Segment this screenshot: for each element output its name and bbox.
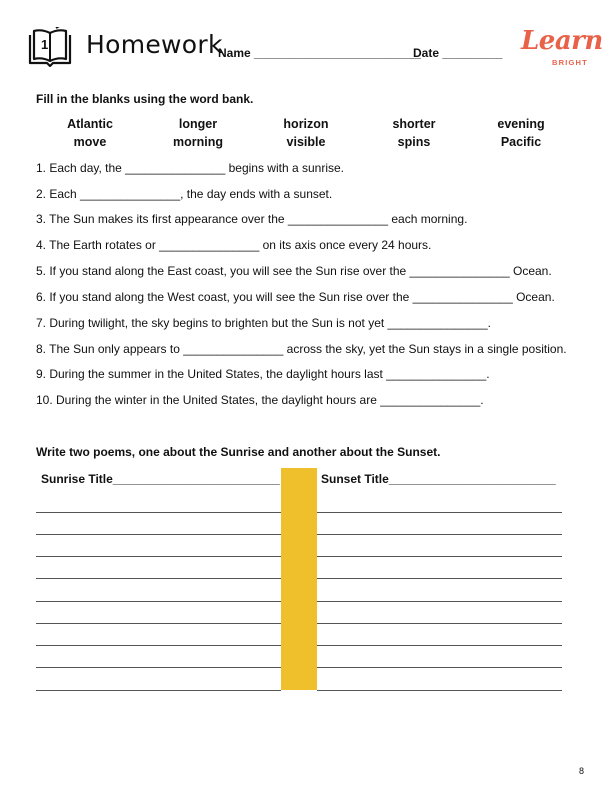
section2-instruction: Write two poems, one about the Sunrise and another about the Sunset. <box>36 445 441 459</box>
question-10: 10. During the winter in the United States, the daylight hours are _______________. <box>36 393 484 407</box>
question-4: 4. The Earth rotates or _______________ on its axis once every 24 hours. <box>36 238 432 252</box>
sunset-writing-line[interactable] <box>317 623 562 624</box>
sunrise-writing-line[interactable] <box>36 601 281 602</box>
section1-instruction: Fill in the blanks using the word bank. <box>36 92 254 106</box>
sunset-writing-line[interactable] <box>317 601 562 602</box>
sunrise-writing-line[interactable] <box>36 534 281 535</box>
svg-text:1: 1 <box>41 37 49 52</box>
word-bank-word: horizon <box>283 117 329 131</box>
question-5: 5. If you stand along the East coast, you will see the Sun rise over the _______________ Ocean. <box>36 264 552 278</box>
sunset-writing-line[interactable] <box>317 645 562 646</box>
page-number: 8 <box>579 766 585 776</box>
word-bank-word: spins <box>397 135 431 149</box>
word-bank-word: evening <box>497 117 545 131</box>
learn-bright-logo-subtext: BRIGHT <box>552 58 588 67</box>
question-8: 8. The Sun only appears to _______________ across the sky, yet the Sun stays in a single position. <box>36 342 567 356</box>
sunrise-writing-line[interactable] <box>36 667 281 668</box>
open-book-icon <box>26 27 74 67</box>
word-bank-word: Atlantic <box>67 117 113 131</box>
word-bank-word: morning <box>173 135 223 149</box>
question-3: 3. The Sun makes its first appearance over the _______________ each morning. <box>36 212 468 226</box>
sunrise-writing-line[interactable] <box>36 645 281 646</box>
date-field-label: Date _________ <box>413 46 503 60</box>
sunrise-writing-line[interactable] <box>36 556 281 557</box>
word-bank-word: longer <box>178 117 218 131</box>
sunrise-writing-line[interactable] <box>36 512 281 513</box>
word-bank-word: shorter <box>392 117 436 131</box>
word-bank-word: move <box>73 135 107 149</box>
sunset-writing-line[interactable] <box>317 556 562 557</box>
page-title: Homework <box>86 30 223 59</box>
column-divider-bar <box>281 468 317 690</box>
question-7: 7. During twilight, the sky begins to brighten but the Sun is not yet _______________. <box>36 316 491 330</box>
word-bank-word: Pacific <box>500 135 542 149</box>
sunset-writing-line[interactable] <box>317 578 562 579</box>
sunrise-writing-line[interactable] <box>36 578 281 579</box>
question-6: 6. If you stand along the West coast, you will see the Sun rise over the _______________ Ocean. <box>36 290 555 304</box>
sunset-title-label: Sunset Title_________________________ <box>321 472 556 486</box>
question-9: 9. During the summer in the United States, the daylight hours last _______________. <box>36 367 490 381</box>
sunrise-title-label: Sunrise Title_________________________ <box>41 472 280 486</box>
question-1: 1. Each day, the _______________ begins with a sunrise. <box>36 161 345 175</box>
word-bank-word: visible <box>286 135 326 149</box>
question-2: 2. Each _______________, the day ends with a sunset. <box>36 187 333 201</box>
name-field-label: Name _________________________ <box>218 46 421 60</box>
learn-bright-logo: Learn <box>521 26 603 56</box>
sunrise-writing-line[interactable] <box>36 690 281 691</box>
sunset-writing-line[interactable] <box>317 667 562 668</box>
sunset-writing-line[interactable] <box>317 512 562 513</box>
sunset-writing-line[interactable] <box>317 534 562 535</box>
sunrise-writing-line[interactable] <box>36 623 281 624</box>
sunset-writing-line[interactable] <box>317 690 562 691</box>
